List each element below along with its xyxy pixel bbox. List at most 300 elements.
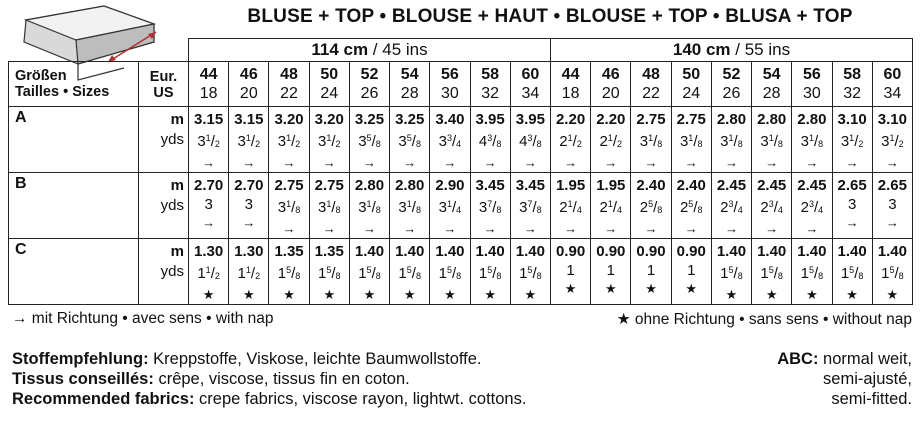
- size-us: 22: [280, 85, 298, 102]
- yds-value: 3: [204, 196, 213, 213]
- yardage-cell: [711, 239, 751, 305]
- yds-value: $1^5/_8$: [438, 265, 462, 282]
- meters-value: 2.45: [797, 177, 827, 194]
- yds-wrap: [672, 261, 711, 280]
- size-column-header: [550, 62, 590, 107]
- yardage-cell: [470, 173, 510, 239]
- yds-wrap: [189, 195, 228, 214]
- meters-value: 0.90: [676, 243, 706, 260]
- size-eu: 56: [441, 66, 459, 83]
- yds-wrap: [189, 129, 228, 154]
- without-nap-star-icon: ★: [685, 281, 698, 296]
- with-nap-arrow-icon: →: [322, 221, 336, 236]
- yardage-table: [8, 38, 913, 305]
- with-nap-arrow-icon: →: [322, 155, 336, 170]
- yds-value: $1^5/_8$: [840, 265, 864, 282]
- size-us: 28: [400, 85, 419, 102]
- yardage-cell: [510, 107, 550, 173]
- view-row-c: [9, 239, 913, 305]
- yardage-cell: [269, 173, 309, 239]
- with-nap-arrow-icon: →: [564, 155, 578, 170]
- meters-value: 2.80: [354, 177, 385, 194]
- yardage-cell: [711, 173, 751, 239]
- fabric-line-fr: Tissus conseillés: crêpe, viscose, tissus fin en coton.: [12, 370, 410, 388]
- unit-yds: yds: [160, 131, 184, 148]
- yds-value: $3^3/_4$: [438, 133, 462, 150]
- fit-line-de: normal weit,: [818, 350, 912, 368]
- unit-yds: yds: [160, 263, 184, 280]
- yardage-cell: [229, 107, 269, 173]
- yds-value: $3^1/_8$: [679, 133, 703, 150]
- fit-description: [777, 349, 912, 409]
- sizes-label: Größen Tailles • Sizes: [9, 62, 139, 107]
- yds-value: $2^5/_8$: [679, 199, 703, 216]
- yds-wrap: [229, 195, 268, 214]
- size-eu: 46: [239, 66, 258, 83]
- yds-wrap: [350, 129, 389, 154]
- yardage-cell: [470, 239, 510, 305]
- with-nap-arrow-icon: →: [443, 221, 457, 236]
- yds-value: $3^1/_8$: [800, 133, 824, 150]
- meters-value: 2.90: [435, 177, 465, 194]
- yds-wrap: [833, 261, 872, 286]
- yds-wrap: [712, 195, 751, 220]
- meters-value: 2.75: [636, 111, 666, 128]
- size-us: 22: [642, 85, 660, 102]
- yds-wrap: [430, 129, 469, 154]
- meters-value: 3.20: [274, 111, 304, 128]
- yds-value: $1^5/_8$: [800, 265, 824, 282]
- size-eu: 44: [561, 66, 580, 83]
- yds-value: $2^1/_4$: [559, 199, 582, 216]
- meters-value: 3.45: [515, 177, 545, 194]
- legend: [12, 310, 912, 330]
- yardage-cell: [470, 107, 510, 173]
- yds-value: 1: [606, 262, 615, 279]
- yds-wrap: [511, 129, 550, 154]
- yardage-cell: [189, 107, 229, 173]
- without-nap-star-icon: ★: [363, 287, 376, 302]
- size-eu: 50: [682, 66, 701, 83]
- with-nap-arrow-icon: →: [805, 155, 819, 170]
- unit-m: m: [170, 111, 184, 128]
- unit-m: m: [170, 243, 184, 260]
- with-nap-arrow-icon: →: [885, 215, 899, 230]
- yardage-cell: [189, 173, 229, 239]
- with-nap-arrow-icon: →: [523, 221, 537, 236]
- yardage-cell: [189, 239, 229, 305]
- meters-value: 3.95: [475, 111, 505, 128]
- yardage-cell: [832, 239, 872, 305]
- unit-labels: [139, 173, 189, 239]
- yds-wrap: [752, 195, 791, 220]
- yardage-cell: [591, 239, 631, 305]
- meters-value: 3.10: [837, 111, 867, 128]
- without-nap-star-icon: ★: [484, 287, 496, 302]
- yardage-cell: [430, 173, 470, 239]
- yds-value: $3^7/_8$: [519, 199, 542, 216]
- yds-value: $2^1/_2$: [559, 133, 582, 150]
- with-nap-arrow-icon: →: [443, 155, 457, 170]
- yds-wrap: [873, 129, 912, 154]
- yds-value: $2^1/_2$: [599, 133, 623, 150]
- size-eu: 48: [642, 66, 660, 83]
- without-nap-star-icon: ★: [202, 287, 215, 302]
- yardage-cell: [832, 173, 872, 239]
- yardage-cell: [309, 239, 349, 305]
- with-nap-arrow-icon: →: [684, 221, 698, 236]
- yds-value: $4^3/_8$: [478, 133, 502, 150]
- yardage-cell: [510, 173, 550, 239]
- meters-value: 1.40: [837, 243, 867, 260]
- size-column-header: [189, 62, 229, 107]
- yds-value: $3^1/_2$: [317, 133, 341, 150]
- size-us: 18: [199, 85, 218, 102]
- width-cm: 140 cm: [672, 40, 731, 59]
- yardage-cell: [792, 107, 832, 173]
- size-column-header: [309, 62, 349, 107]
- meters-value: 3.25: [354, 111, 385, 128]
- without-nap-star-icon: ★: [403, 287, 416, 302]
- yds-value: 1: [687, 262, 696, 279]
- yds-value: $1^5/_8$: [881, 265, 904, 282]
- fabric-width-2: [550, 39, 912, 62]
- meters-value: 3.40: [435, 111, 465, 128]
- fabric-width-row: [9, 39, 913, 62]
- yardage-cell: [752, 173, 792, 239]
- size-column-header: [591, 62, 631, 107]
- sizes-row: [9, 62, 913, 107]
- meters-value: 3.10: [877, 111, 907, 128]
- size-column-header: [711, 62, 751, 107]
- size-eu: 50: [320, 66, 339, 83]
- yardage-cell: [550, 107, 590, 173]
- yardage-cell: [390, 239, 430, 305]
- with-nap-arrow-icon: →: [362, 155, 376, 170]
- meters-value: 1.35: [274, 243, 304, 260]
- yds-value: $3^1/_8$: [398, 199, 421, 216]
- fabric-width-1: [189, 39, 551, 62]
- yds-wrap: [350, 195, 389, 220]
- with-nap-arrow-icon: →: [483, 221, 497, 236]
- meters-value: 2.40: [676, 177, 706, 194]
- yds-value: $1^5/_8$: [720, 265, 743, 282]
- yds-wrap: [792, 129, 831, 154]
- yds-value: $3^1/_2$: [277, 133, 301, 150]
- yardage-cell: [872, 107, 912, 173]
- size-eu: 54: [762, 66, 781, 83]
- with-nap-arrow-icon: →: [845, 155, 859, 170]
- size-us: 32: [481, 85, 500, 102]
- yds-wrap: [229, 261, 268, 286]
- yds-wrap: [269, 129, 308, 154]
- yds-value: $2^3/_4$: [720, 199, 743, 216]
- yds-wrap: [712, 129, 751, 154]
- yardage-cell: [792, 173, 832, 239]
- view-label: A: [9, 107, 139, 173]
- yardage-cell: [430, 107, 470, 173]
- meters-value: 1.40: [757, 243, 787, 260]
- yds-value: $1^5/_8$: [478, 265, 502, 282]
- without-nap-star-icon: ★: [243, 287, 255, 302]
- yds-value: $3^1/_8$: [358, 199, 381, 216]
- size-eu: 60: [883, 66, 902, 83]
- with-nap-arrow-icon: →: [403, 221, 417, 236]
- yds-value: $1^5/_8$: [398, 265, 421, 282]
- yardage-cell: [349, 173, 389, 239]
- yardage-cell: [591, 107, 631, 173]
- meters-value: 1.95: [596, 177, 626, 194]
- with-nap-arrow-icon: →: [885, 155, 899, 170]
- size-column-header: [671, 62, 711, 107]
- yds-value: $1^5/_8$: [519, 265, 542, 282]
- without-nap-star-icon: ★: [524, 287, 537, 302]
- meters-value: 1.40: [435, 243, 465, 260]
- size-eu: 58: [843, 66, 861, 83]
- yds-value: $3^5/_8$: [398, 133, 421, 150]
- without-nap-legend: ★ ohne Richtung • sans sens • without nap: [616, 311, 912, 328]
- yds-value: 1: [566, 262, 575, 279]
- yds-wrap: [310, 261, 349, 286]
- meters-value: 1.40: [354, 243, 385, 260]
- meters-value: 2.70: [194, 177, 224, 194]
- yds-wrap: [752, 261, 791, 286]
- size-us: 34: [521, 85, 540, 102]
- with-nap-arrow-icon: →: [805, 221, 819, 236]
- meters-value: 3.25: [395, 111, 425, 128]
- with-nap-arrow-icon: →: [845, 215, 859, 230]
- with-nap-arrow-icon: →: [483, 155, 497, 170]
- fabric-line-en: Recommended fabrics: crepe fabrics, viscose rayon, lightwt. cottons.: [12, 390, 527, 408]
- with-nap-arrow-icon: →: [765, 155, 779, 170]
- yds-wrap: [511, 261, 550, 286]
- size-us: 24: [682, 85, 701, 102]
- yardage-cell: [349, 239, 389, 305]
- meters-value: 2.80: [395, 177, 425, 194]
- size-eu: 52: [722, 66, 741, 83]
- yardage-cell: [269, 239, 309, 305]
- yds-value: $1^5/_8$: [358, 265, 381, 282]
- yds-wrap: [229, 129, 268, 154]
- with-nap-arrow-icon: →: [604, 221, 618, 236]
- yds-value: $1^1/_2$: [237, 265, 261, 282]
- yds-wrap: [792, 195, 831, 220]
- size-eu: 58: [481, 66, 500, 83]
- yds-wrap: [430, 195, 469, 220]
- yds-value: 3: [847, 196, 857, 213]
- size-us: 24: [320, 85, 339, 102]
- size-us: 30: [802, 85, 821, 102]
- meters-value: 1.95: [555, 177, 586, 194]
- yds-value: 3: [888, 196, 897, 213]
- yds-wrap: [269, 195, 308, 220]
- yardage-cell: [631, 239, 671, 305]
- size-column-header: [510, 62, 550, 107]
- yds-wrap: [672, 129, 711, 154]
- size-eu: 52: [360, 66, 379, 83]
- meters-value: 2.80: [757, 111, 787, 128]
- yds-wrap: [471, 195, 510, 220]
- fit-line-en: semi-fitted.: [831, 390, 912, 408]
- with-nap-legend: → mit Richtung • avec sens • with nap: [12, 310, 274, 327]
- meters-value: 1.40: [877, 243, 907, 260]
- yds-wrap: [471, 261, 510, 286]
- yardage-cell: [269, 107, 309, 173]
- yds-wrap: [430, 261, 469, 286]
- without-nap-star-icon: ★: [323, 287, 336, 302]
- yardage-cell: [591, 173, 631, 239]
- view-label: C: [9, 239, 139, 305]
- fit-line-fr: semi-ajusté,: [823, 370, 912, 388]
- yds-value: $2^3/_4$: [800, 199, 824, 216]
- with-nap-arrow-icon: →: [242, 155, 256, 170]
- size-column-header: [390, 62, 430, 107]
- yds-value: $2^1/_4$: [599, 199, 623, 216]
- with-nap-arrow-icon: →: [724, 155, 738, 170]
- yds-wrap: [631, 129, 670, 154]
- yardage-cell: [430, 239, 470, 305]
- yardage-cell: [631, 107, 671, 173]
- size-column-header: [349, 62, 389, 107]
- size-us: 30: [441, 85, 459, 102]
- yds-value: $3^1/_8$: [277, 199, 301, 216]
- without-nap-star-icon: ★: [886, 287, 899, 302]
- yds-value: $3^5/_8$: [358, 133, 381, 150]
- meters-value: 2.40: [636, 177, 666, 194]
- yardage-cell: [631, 173, 671, 239]
- without-nap-star-icon: ★: [725, 287, 738, 302]
- yds-wrap: [833, 195, 872, 214]
- meters-value: 3.95: [515, 111, 545, 128]
- meters-value: 0.90: [596, 243, 626, 260]
- yds-wrap: [873, 195, 912, 214]
- meters-value: 1.35: [314, 243, 344, 260]
- chart-title: BLUSE + TOP • BLOUSE + HAUT • BLOUSE + TOP • BLUSA + TOP: [247, 6, 853, 27]
- meters-value: 0.90: [555, 243, 586, 260]
- width-ins: / 45 ins: [368, 40, 428, 59]
- yardage-cell: [309, 107, 349, 173]
- yardage-cell: [711, 107, 751, 173]
- yardage-cell: [349, 107, 389, 173]
- yds-wrap: [591, 261, 630, 280]
- without-nap-star-icon: ★: [846, 287, 858, 302]
- size-column-header: [832, 62, 872, 107]
- size-column-header: [430, 62, 470, 107]
- yardage-cell: [550, 239, 590, 305]
- yardage-cell: [550, 173, 590, 239]
- yardage-cell: [792, 239, 832, 305]
- yds-value: $1^5/_8$: [317, 265, 341, 282]
- yds-value: $3^1/_2$: [840, 133, 864, 150]
- yds-value: $3^1/_8$: [317, 199, 341, 216]
- fabric-recommendations: [12, 349, 526, 409]
- meters-value: 1.40: [797, 243, 827, 260]
- meters-value: 2.80: [716, 111, 747, 128]
- yds-wrap: [310, 129, 349, 154]
- size-eu: 56: [802, 66, 821, 83]
- yds-wrap: [471, 129, 510, 154]
- yds-wrap: [350, 261, 389, 286]
- meters-value: 3.45: [475, 177, 505, 194]
- size-eu: 46: [601, 66, 620, 83]
- yardage-cell: [510, 239, 550, 305]
- with-nap-arrow-icon: →: [724, 221, 738, 236]
- meters-value: 3.15: [234, 111, 264, 128]
- with-nap-arrow-icon: →: [564, 221, 578, 236]
- without-nap-star-icon: ★: [765, 287, 778, 302]
- unit-labels: [139, 239, 189, 305]
- size-us: 26: [722, 85, 741, 102]
- size-us: 20: [601, 85, 620, 102]
- meters-value: 0.90: [636, 243, 666, 260]
- size-column-header: [872, 62, 912, 107]
- meters-value: 1.30: [234, 243, 264, 260]
- without-nap-star-icon: ★: [283, 287, 295, 302]
- yds-wrap: [269, 261, 308, 286]
- yds-wrap: [672, 195, 711, 220]
- meters-value: 1.40: [395, 243, 425, 260]
- with-nap-arrow-icon: →: [362, 221, 376, 236]
- with-nap-arrow-icon: →: [403, 155, 417, 170]
- size-eu: 48: [280, 66, 298, 83]
- yds-value: $4^3/_8$: [519, 133, 542, 150]
- yds-wrap: [310, 195, 349, 220]
- yardage-cell: [390, 107, 430, 173]
- meters-value: 2.20: [596, 111, 626, 128]
- size-column-header: [269, 62, 309, 107]
- yds-value: $3^1/_2$: [237, 133, 261, 150]
- without-nap-star-icon: ★: [645, 281, 657, 296]
- yds-value: $3^7/_8$: [478, 199, 502, 216]
- meters-value: 2.80: [797, 111, 827, 128]
- size-column-header: [470, 62, 510, 107]
- yardage-cell: [752, 107, 792, 173]
- yardage-cell: [872, 239, 912, 305]
- yds-wrap: [591, 129, 630, 154]
- size-eu: 44: [199, 66, 218, 83]
- with-nap-arrow-icon: →: [202, 215, 216, 230]
- meters-value: 2.20: [555, 111, 586, 128]
- size-column-header: [229, 62, 269, 107]
- yds-value: $3^1/_8$: [720, 133, 743, 150]
- size-system-label: Eur. US: [139, 62, 189, 107]
- unit-yds: yds: [160, 197, 184, 214]
- yds-wrap: [752, 129, 791, 154]
- unit-m: m: [170, 177, 184, 194]
- yardage-cell: [872, 173, 912, 239]
- without-nap-star-icon: ★: [604, 281, 617, 296]
- with-nap-arrow-icon: →: [202, 155, 216, 170]
- yds-wrap: [591, 195, 630, 220]
- yds-wrap: [551, 129, 590, 154]
- with-nap-arrow-icon: →: [282, 155, 296, 170]
- yardage-cell: [229, 173, 269, 239]
- with-nap-arrow-icon: →: [604, 155, 618, 170]
- with-nap-arrow-icon: →: [684, 155, 698, 170]
- yds-value: 3: [244, 196, 253, 213]
- meters-value: 2.75: [676, 111, 706, 128]
- view-label: B: [9, 173, 139, 239]
- size-eu: 54: [400, 66, 419, 83]
- yds-wrap: [833, 129, 872, 154]
- with-nap-arrow-icon: →: [242, 215, 256, 230]
- view-row-b: [9, 173, 913, 239]
- meters-value: 2.70: [234, 177, 264, 194]
- yds-value: $3^1/_8$: [639, 133, 663, 150]
- yardage-cell: [390, 173, 430, 239]
- meters-value: 1.30: [194, 243, 224, 260]
- fit-label: ABC:: [777, 350, 819, 368]
